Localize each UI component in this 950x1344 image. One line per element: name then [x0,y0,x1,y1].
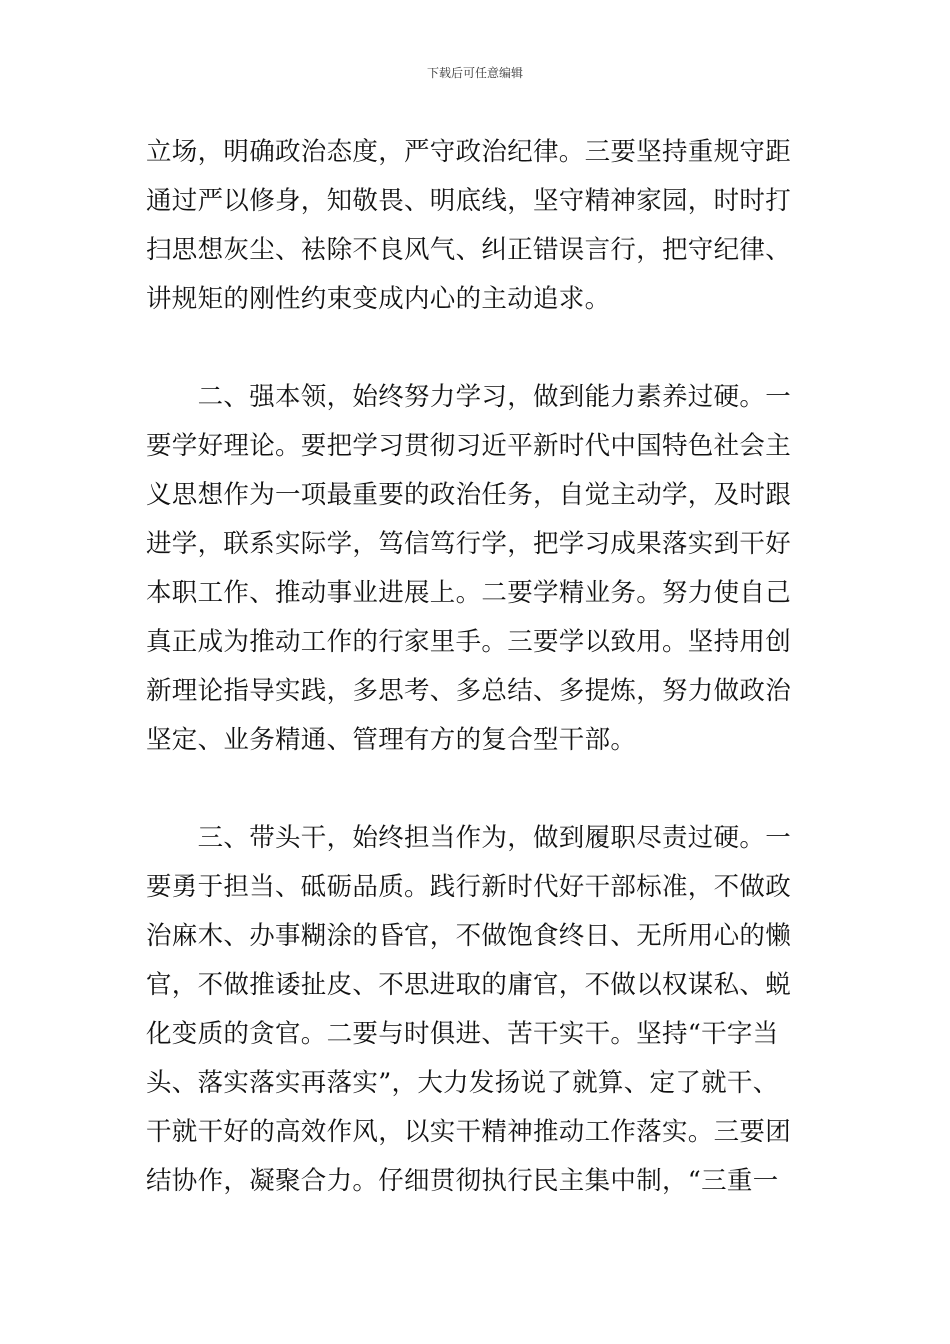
document-body [146,128,806,1206]
page-header: 下载后可任意编辑 [426,66,523,80]
text-line: 治麻木、办事糊涂的昏官，不做饱食终日、无所用心的懒 [146,921,792,951]
text-line: 本职工作、推动事业进展上。二要学精业务。努力使自己 [146,578,792,608]
text-line: 立场，明确政治态度，严守政治纪律。三要坚持重规守距 [146,137,792,167]
paragraph-3 [146,814,806,1206]
text-line: 干就干好的高效作风，以实干精神推动工作落实。三要团 [146,1117,792,1147]
paragraph-2 [146,373,806,765]
text-line: 要学好理论。要把学习贯彻习近平新时代中国特色社会主 [146,431,792,461]
text-line: 新理论指导实践，多思考、多总结、多提炼，努力做政治 [146,676,792,706]
text-line: 真正成为推动工作的行家里手。三要学以致用。坚持用创 [146,627,792,657]
text-line: 义思想作为一项最重要的政治任务，自觉主动学，及时跟 [146,480,792,510]
text-line: 二、强本领，始终努力学习，做到能力素养过硬。一 [146,382,792,412]
paragraph-gap [146,324,806,373]
text-line: 进学，联系实际学，笃信笃行学，把学习成果落实到干好 [146,529,792,559]
text-line: 官，不做推诿扯皮、不思进取的庸官，不做以权谋私、蜕 [146,970,792,1000]
text-line: 头、落实落实再落实”，大力发扬说了就算、定了就干、 [146,1068,779,1098]
text-line: 要勇于担当、砥砺品质。践行新时代好干部标准，不做政 [146,872,792,902]
text-line: 化变质的贪官。二要与时俱进、苦干实干。坚持“干字当 [146,1019,779,1049]
text-line: 讲规矩的刚性约束变成内心的主动追求。 [146,284,611,314]
text-line: 结协作，凝聚合力。仔细贯彻执行民主集中制，“三重一 [146,1166,779,1196]
text-line: 通过严以修身，知敬畏、明底线，坚守精神家园，时时打 [146,186,792,216]
text-line: 三、带头干，始终担当作为，做到履职尽责过硬。一 [146,823,792,853]
paragraph-1 [146,128,806,324]
text-line: 扫思想灰尘、袪除不良风气、纠正错误言行，把守纪律、 [146,235,792,265]
paragraph-gap [146,765,806,814]
text-line: 坚定、业务精通、管理有方的复合型干部。 [146,725,637,755]
